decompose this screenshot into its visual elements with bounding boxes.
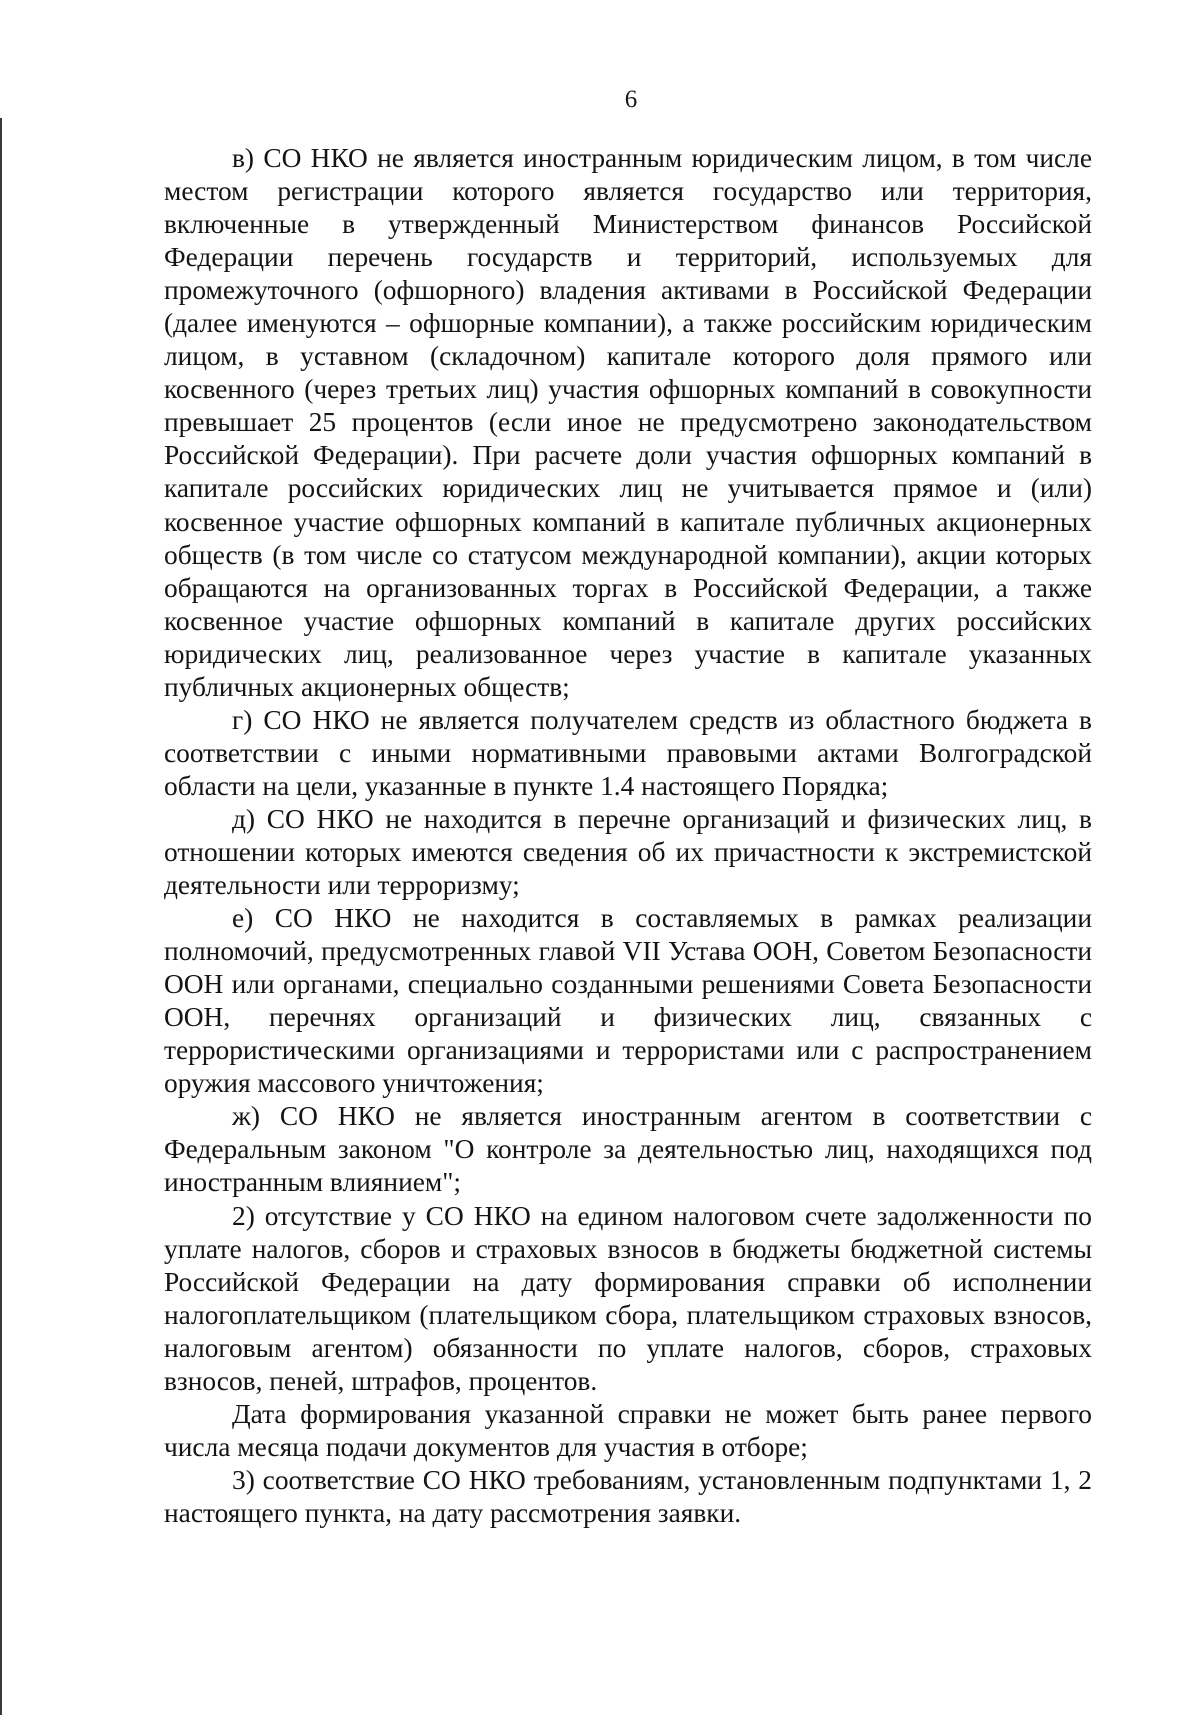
paragraph-3-compliance: 3) соответствие СО НКО требованиям, установленным подпунктами 1, 2 настоящего пункта, на дату рассмотрения заявки. [164,1464,1092,1528]
page-number: 6 [624,86,638,113]
paragraph-v-not-foreign-entity: в) СО НКО не является иностранным юридическим лицом, в том числе местом регистрации которого является государство или территория, включенные в утвержденный Министерством финансов Российской Федерации перечень государств и территорий, используемых для промежуточного (офшорного) владения активами в Российской Федерации (далее именуются – офшорные компании), а также российским юридическим лицом, в уставном (складочном) капитале которого доля прямого или косвенного (через третьих лиц) участия офшорных компаний в совокупности превышает 25 процентов (если иное не предусмотрено законодательством Российской Федерации). При расчете доли участия офшорных компаний в капитале российских юридических лиц не учитывается прямое и (или) косвенное участие офшорных компаний в капитале публичных акционерных обществ (в том числе со статусом международной компании), акции которых обращаются на организованных торгах в Российской Федерации, а также косвенное участие офшорных компаний в капитале других российских юридических лиц, реализованное через участие в капитале указанных публичных акционерных обществ; [164,143,1092,702]
paragraph-d-not-in-extremism-list: д) СО НКО не находится в перечне организаций и физических лиц, в отношении которых имеются сведения об их причастности к экстремистской деятельности или терроризму; [164,803,1092,901]
paragraph-e-not-in-un-lists: е) СО НКО не находится в составляемых в рамках реализации полномочий, предусмотренных главой VII Устава ООН, Советом Безопасности ООН или органами, специально созданными решениями Совета Безопасности ООН, перечнях организаций и физических лиц, связанных с террористическими организациями и террористами или с распространением оружия массового уничтожения; [164,903,1092,1099]
paragraph-2-no-tax-debt: 2) отсутствие у СО НКО на едином налоговом счете задолженности по уплате налогов, сборов и страховых взносов в бюджеты бюджетной системы Российской Федерации на дату формирования справки об исполнении налогоплательщиком (плательщиком сбора, плательщиком страховых взносов, налоговым агентом) обязанности по уплате налогов, сборов, страховых взносов, пеней, штрафов, процентов. [164,1200,1092,1396]
scan-edge [0,118,2,1715]
paragraph-certificate-date: Дата формирования указанной справки не может быть ранее первого числа месяца подачи документов для участия в отборе; [164,1398,1092,1462]
paragraph-zh-not-foreign-agent: ж) СО НКО не является иностранным агентом в соответствии с Федеральным законом "О контроле за деятельностью лиц, находящихся под иностранным влиянием"; [164,1101,1092,1198]
paragraph-g-not-budget-recipient: г) СО НКО не является получателем средств из областного бюджета в соответствии с иными нормативными правовыми актами Волгоградской области на цели, указанные в пункте 1.4 настоящего Порядка; [164,704,1092,801]
document-body [164,142,1092,1530]
